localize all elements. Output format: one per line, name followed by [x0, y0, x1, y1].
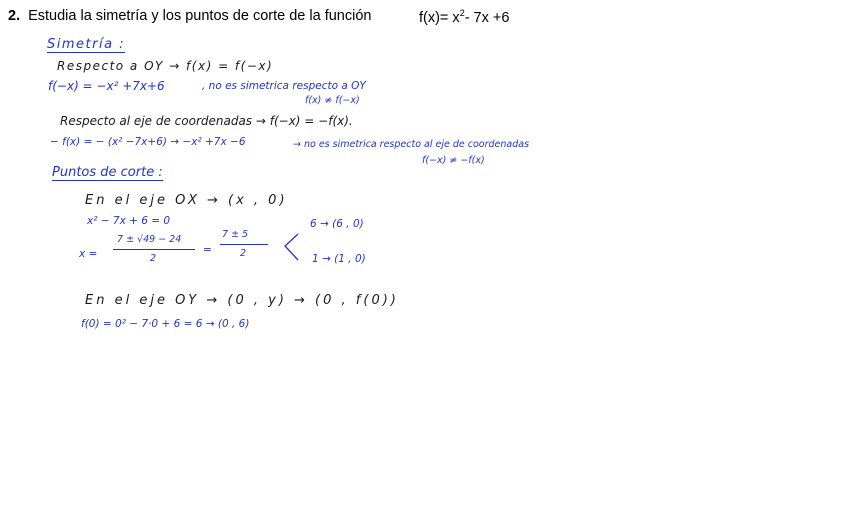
oy-symmetry-label: Respecto a OY → f(x) = f(−x) [57, 59, 274, 73]
fraction2-bar [220, 244, 268, 245]
oy-cut-calc: f(0) = 0² − 7·0 + 6 = 6 → (0 , 6) [81, 318, 250, 330]
branch-bracket [282, 232, 302, 264]
root-2: 1 → (1 , 0) [312, 253, 366, 265]
oy-symmetry-calc: f(−x) = −x² +7x+6 [48, 79, 165, 93]
oy-inequality: f(x) ≠ f(−x) [305, 95, 360, 106]
fraction2-denominator: 2 [240, 248, 247, 259]
problem-statement [8, 8, 510, 26]
problem-number: 2. [8, 8, 21, 24]
fraction1-numerator: 7 ± √49 − 24 [117, 234, 182, 245]
fraction1-denominator: 2 [150, 253, 157, 264]
problem-function: $f(x)= x^2-$ 7x +6 [419, 8, 510, 26]
ox-cut-label: En el eje OX → (x , 0) [85, 193, 288, 208]
quadratic-x-eq: x = [79, 248, 98, 260]
origin-inequality: f(−x) ≠ −f(x) [422, 155, 485, 166]
fraction1-bar [113, 249, 195, 250]
root-1: 6 → (6 , 0) [310, 218, 364, 230]
ox-equation: x² − 7x + 6 = 0 [87, 215, 171, 227]
oy-symmetry-conclusion: , no es simetrica respecto a OY [202, 80, 366, 92]
origin-symmetry-conclusion: → no es simetrica respecto al eje de coordenadas [293, 139, 530, 150]
equals-sign: = [203, 244, 212, 256]
origin-symmetry-label: Respecto al eje de coordenadas → f(−x) = −f(x). [60, 114, 353, 128]
problem-text: Estudia la simetría y los puntos de corte de la función [28, 8, 372, 24]
fraction2-numerator: 7 ± 5 [222, 229, 249, 240]
symmetry-heading: Simetría : [47, 37, 126, 52]
oy-cut-label: En el eje OY → (0 , y) → (0 , f(0)) [85, 293, 399, 308]
cuts-heading: Puntos de corte : [52, 165, 163, 180]
origin-symmetry-calc: − f(x) = − (x² −7x+6) → −x² +7x −6 [50, 136, 246, 148]
